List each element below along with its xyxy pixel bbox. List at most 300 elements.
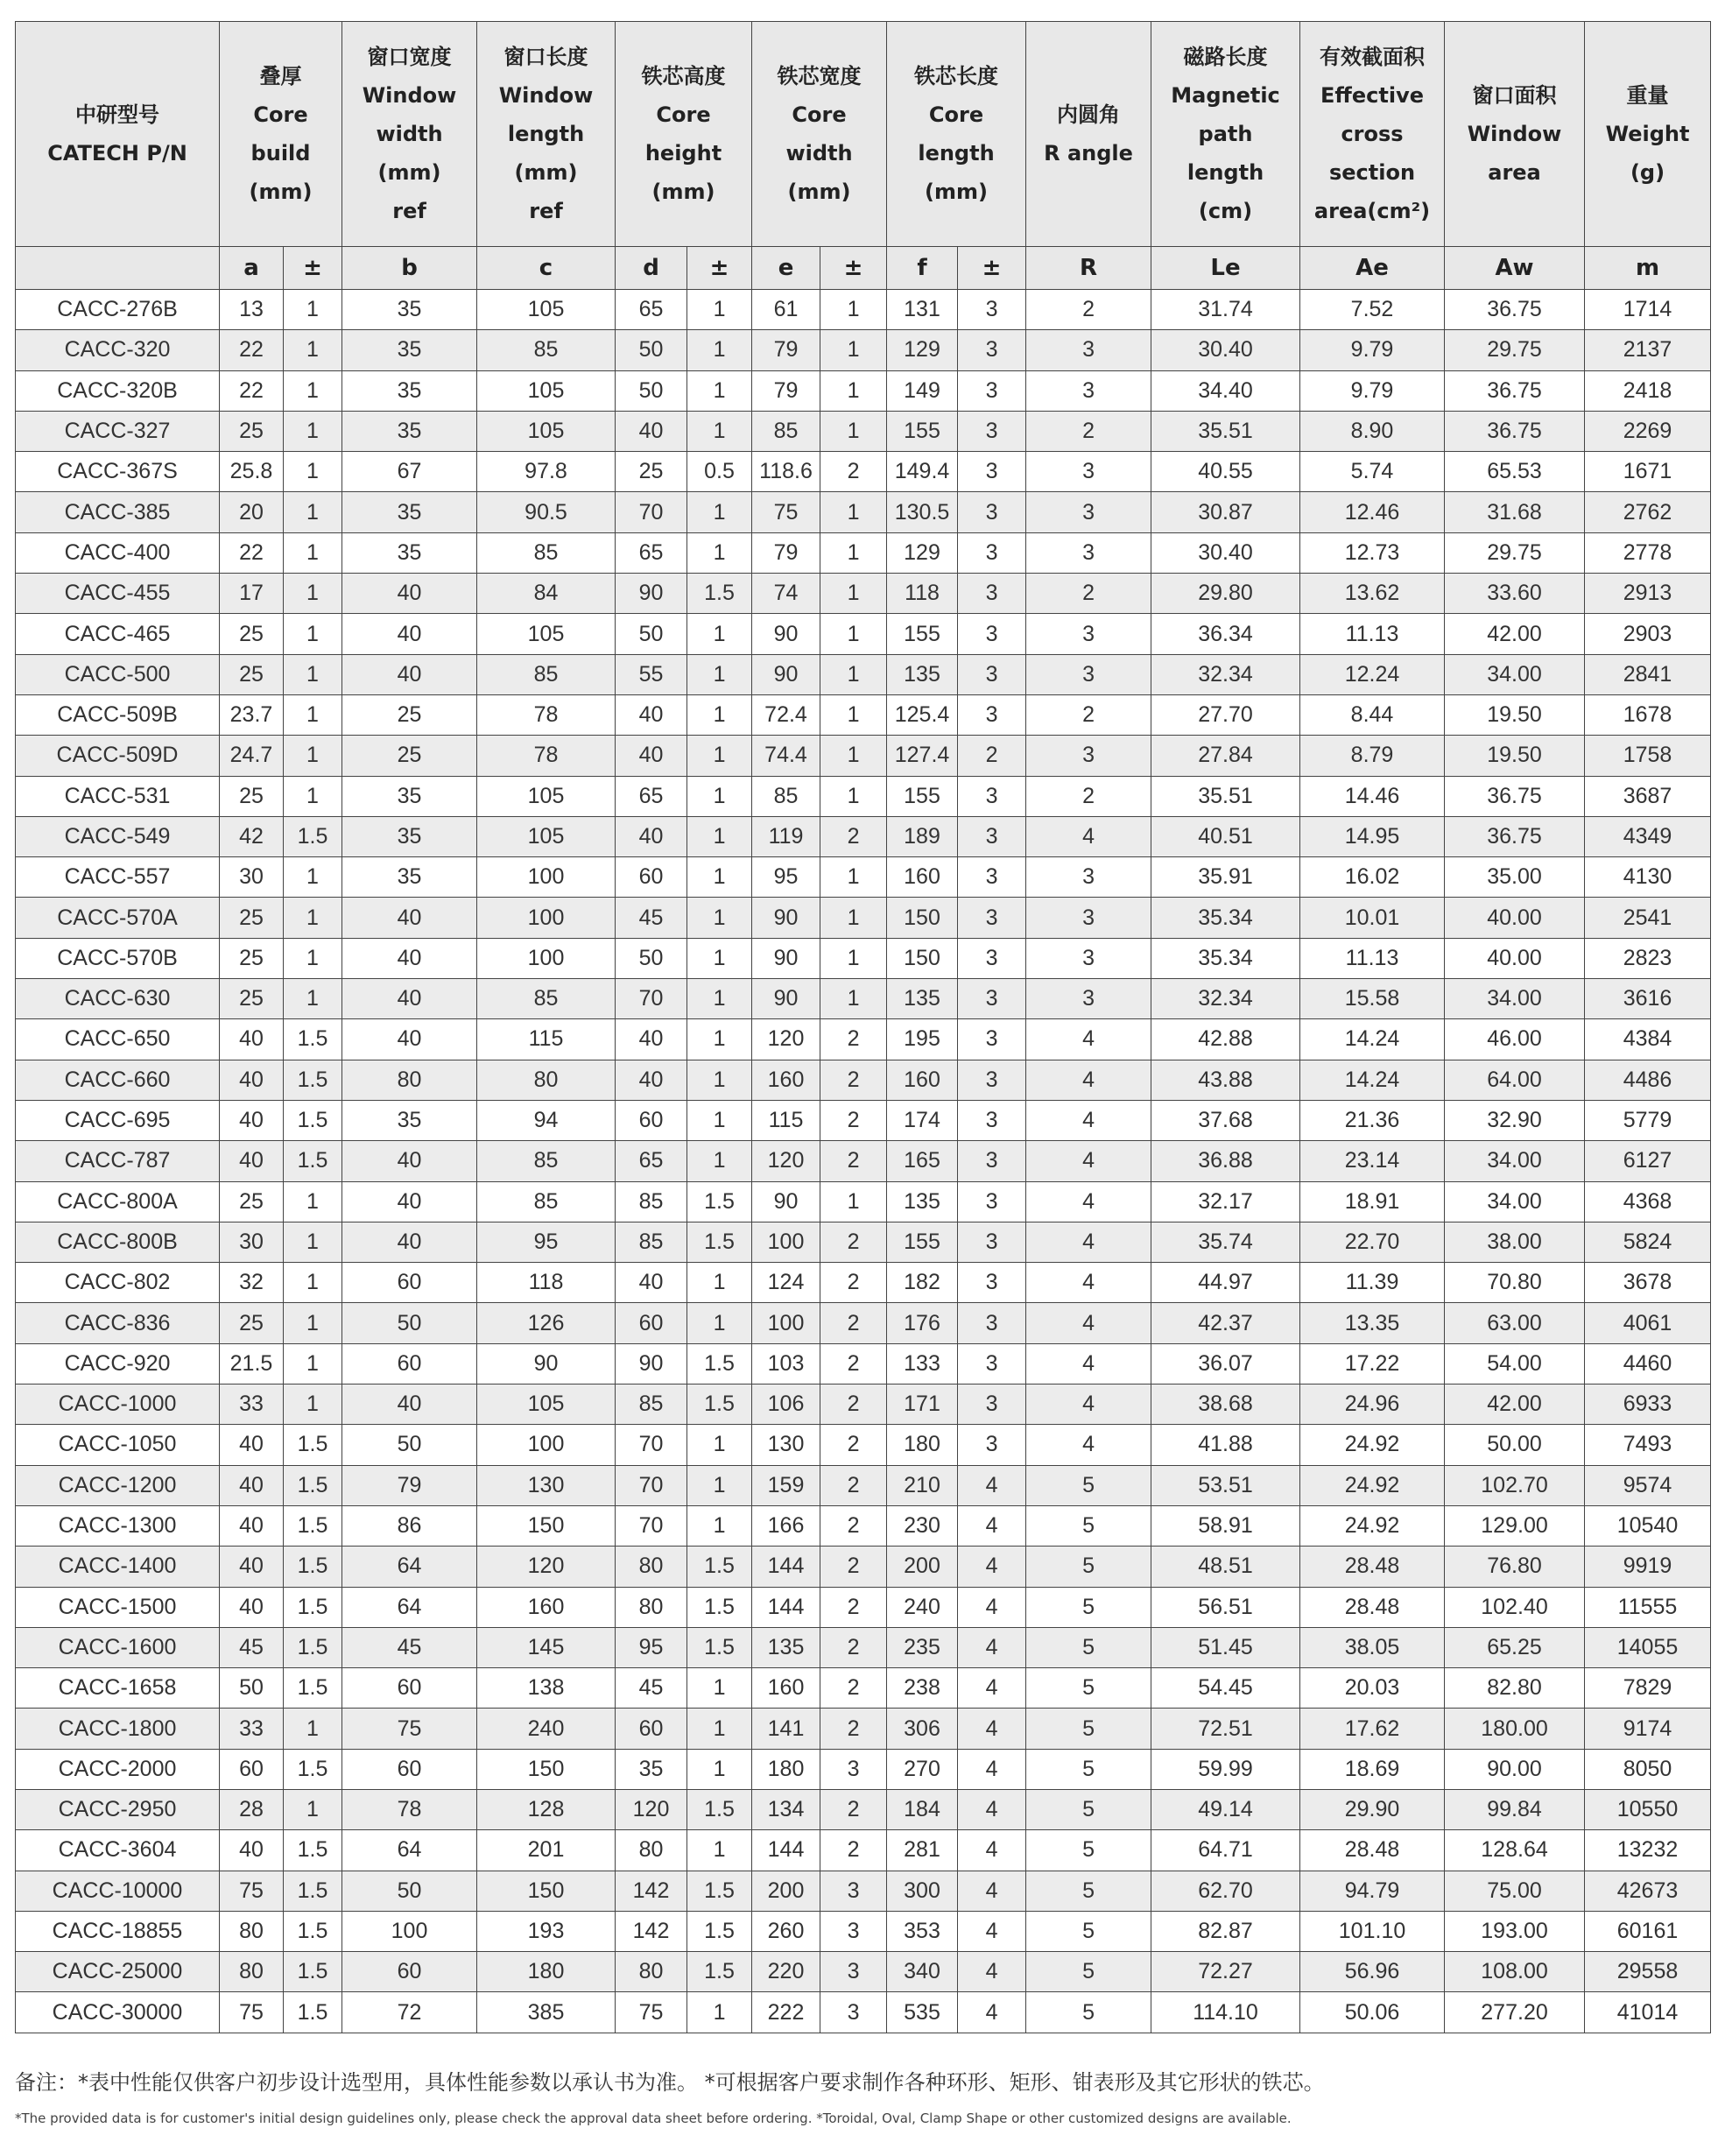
table-cell: 9.79 <box>1300 370 1445 411</box>
table-cell: 4 <box>958 1871 1026 1911</box>
table-cell: 4368 <box>1585 1181 1711 1222</box>
table-cell: 160 <box>752 1668 820 1709</box>
table-cell: 2 <box>820 1100 887 1140</box>
note-english: *The provided data is for customer's initial design guidelines only, please check the approval data sheet before ordering. *Toroidal, Oval, Clamp Shape or other customized designs are available. <box>15 2110 1292 2126</box>
header-line: build <box>250 141 311 166</box>
table-cell: 90 <box>752 1181 820 1222</box>
table-cell: 25 <box>220 654 284 694</box>
table-cell: 34.00 <box>1445 979 1585 1019</box>
table-cell: 74.4 <box>752 736 820 776</box>
table-cell: 9919 <box>1585 1547 1711 1587</box>
table-cell: 28 <box>220 1789 284 1829</box>
table-cell: 1.5 <box>687 574 752 614</box>
table-cell: 64 <box>342 1830 477 1871</box>
table-cell: 1 <box>687 1709 752 1749</box>
table-cell: 40 <box>342 898 477 938</box>
table-row <box>16 1303 1711 1343</box>
table-cell: 184 <box>887 1789 958 1829</box>
table-cell: 180 <box>752 1749 820 1789</box>
table-cell: 1 <box>687 1425 752 1465</box>
table-cell: 1.5 <box>687 1789 752 1829</box>
table-cell: 1 <box>687 736 752 776</box>
table-cell: 1 <box>687 857 752 898</box>
table-cell: 1 <box>687 816 752 856</box>
table-cell: 5 <box>1026 1587 1151 1627</box>
part-number-cell: CACC-18855 <box>16 1911 220 1951</box>
table-cell: 34.00 <box>1445 1181 1585 1222</box>
table-cell: 34.00 <box>1445 654 1585 694</box>
table-cell: 35 <box>342 290 477 330</box>
table-cell: 1.5 <box>284 1830 342 1871</box>
table-cell: 38.05 <box>1300 1627 1445 1667</box>
table-cell: 105 <box>477 614 616 654</box>
table-row <box>16 1263 1711 1303</box>
symbol-header: d <box>616 247 687 290</box>
table-cell: 40 <box>616 1060 687 1100</box>
table-cell: 1 <box>820 330 887 370</box>
header-line: area <box>1488 160 1541 185</box>
table-cell: 40 <box>220 1100 284 1140</box>
header-line: height <box>644 141 722 166</box>
table-cell: 60 <box>342 1749 477 1789</box>
table-cell: 1.5 <box>687 1911 752 1951</box>
table-cell: 16.02 <box>1300 857 1445 898</box>
table-cell: 33.60 <box>1445 574 1585 614</box>
table-cell: 1.5 <box>284 1911 342 1951</box>
symbol-header <box>16 247 220 290</box>
table-cell: 1 <box>687 1668 752 1709</box>
table-cell: 1.5 <box>284 1060 342 1100</box>
table-cell: 3 <box>820 1911 887 1951</box>
header-line: Core <box>792 102 847 127</box>
table-cell: 22 <box>220 532 284 573</box>
table-cell: 4 <box>1026 1060 1151 1100</box>
part-number-cell: CACC-787 <box>16 1141 220 1181</box>
column-header <box>342 22 477 247</box>
table-cell: 45 <box>220 1627 284 1667</box>
table-cell: 3 <box>1026 330 1151 370</box>
symbol-header: ± <box>284 247 342 290</box>
table-row <box>16 532 1711 573</box>
table-cell: 85 <box>616 1384 687 1425</box>
table-cell: 1 <box>687 370 752 411</box>
table-cell: 37.68 <box>1151 1100 1300 1140</box>
table-cell: 535 <box>887 1992 958 2033</box>
table-cell: 13 <box>220 290 284 330</box>
table-cell: 84 <box>477 574 616 614</box>
table-row <box>16 1749 1711 1789</box>
table-cell: 99.84 <box>1445 1789 1585 1829</box>
table-cell: 28.48 <box>1300 1547 1445 1587</box>
table-cell: 31.68 <box>1445 492 1585 532</box>
table-cell: 2 <box>820 1505 887 1546</box>
part-number-cell: CACC-455 <box>16 574 220 614</box>
table-cell: 150 <box>477 1871 616 1911</box>
table-cell: 12.24 <box>1300 654 1445 694</box>
table-cell: 340 <box>887 1952 958 1992</box>
table-cell: 1 <box>687 1505 752 1546</box>
table-cell: 65 <box>616 1141 687 1181</box>
table-cell: 1.5 <box>687 1181 752 1222</box>
table-cell: 145 <box>477 1627 616 1667</box>
table-cell: 5 <box>1026 1709 1151 1749</box>
table-cell: 3616 <box>1585 979 1711 1019</box>
table-cell: 1 <box>820 736 887 776</box>
table-cell: 36.75 <box>1445 290 1585 330</box>
table-cell: 38.68 <box>1151 1384 1300 1425</box>
table-cell: 82.80 <box>1445 1668 1585 1709</box>
table-cell: 25 <box>342 694 477 735</box>
table-row <box>16 1547 1711 1587</box>
table-cell: 129 <box>887 532 958 573</box>
table-cell: 1 <box>687 330 752 370</box>
table-cell: 50 <box>220 1668 284 1709</box>
table-cell: 4 <box>958 1952 1026 1992</box>
table-row <box>16 330 1711 370</box>
table-cell: 189 <box>887 816 958 856</box>
table-cell: 2 <box>820 1019 887 1060</box>
table-cell: 72.27 <box>1151 1952 1300 1992</box>
table-cell: 1 <box>820 574 887 614</box>
table-cell: 24.92 <box>1300 1505 1445 1546</box>
table-cell: 60 <box>220 1749 284 1789</box>
table-cell: 1 <box>820 290 887 330</box>
table-cell: 36.75 <box>1445 816 1585 856</box>
table-cell: 1.5 <box>687 1343 752 1384</box>
header-line: (mm) <box>377 160 441 185</box>
table-cell: 2 <box>820 1263 887 1303</box>
table-cell: 1 <box>820 694 887 735</box>
table-cell: 4 <box>1026 1425 1151 1465</box>
table-cell: 32.34 <box>1151 654 1300 694</box>
table-cell: 3 <box>958 452 1026 492</box>
part-number-cell: CACC-320B <box>16 370 220 411</box>
table-cell: 3 <box>958 574 1026 614</box>
header-line: 铁芯长度 <box>914 64 999 88</box>
table-cell: 2 <box>820 1709 887 1749</box>
part-number-cell: CACC-802 <box>16 1263 220 1303</box>
table-cell: 24.92 <box>1300 1425 1445 1465</box>
table-cell: 25 <box>616 452 687 492</box>
table-cell: 1 <box>820 614 887 654</box>
part-number-cell: CACC-660 <box>16 1060 220 1100</box>
table-cell: 155 <box>887 614 958 654</box>
table-cell: 150 <box>887 938 958 978</box>
table-cell: 90 <box>752 938 820 978</box>
table-cell: 35 <box>616 1749 687 1789</box>
header-line: Effective <box>1320 83 1424 108</box>
table-cell: 60 <box>616 1303 687 1343</box>
table-cell: 40 <box>616 1019 687 1060</box>
part-number-cell: CACC-570B <box>16 938 220 978</box>
table-body <box>16 290 1711 2033</box>
table-cell: 4061 <box>1585 1303 1711 1343</box>
table-cell: 21.5 <box>220 1343 284 1384</box>
table-cell: 3 <box>958 492 1026 532</box>
table-cell: 105 <box>477 1384 616 1425</box>
table-cell: 3 <box>958 1343 1026 1384</box>
table-cell: 5 <box>1026 1911 1151 1951</box>
table-cell: 1 <box>284 1263 342 1303</box>
table-cell: 100 <box>752 1303 820 1343</box>
table-cell: 79 <box>752 330 820 370</box>
header-line: path <box>1198 122 1253 146</box>
table-cell: 40 <box>220 1141 284 1181</box>
table-cell: 3 <box>958 1060 1026 1100</box>
table-cell: 135 <box>887 1181 958 1222</box>
table-cell: 3678 <box>1585 1263 1711 1303</box>
table-cell: 50 <box>342 1303 477 1343</box>
table-cell: 130.5 <box>887 492 958 532</box>
table-cell: 90.00 <box>1445 1749 1585 1789</box>
part-number-cell: CACC-276B <box>16 290 220 330</box>
table-cell: 4 <box>958 1547 1026 1587</box>
table-cell: 3 <box>958 857 1026 898</box>
table-cell: 76.80 <box>1445 1547 1585 1587</box>
table-cell: 3687 <box>1585 776 1711 816</box>
header-line: ref <box>529 199 563 223</box>
table-cell: 2913 <box>1585 574 1711 614</box>
table-cell: 127.4 <box>887 736 958 776</box>
table-cell: 10.01 <box>1300 898 1445 938</box>
table-cell: 78 <box>477 736 616 776</box>
table-cell: 126 <box>477 1303 616 1343</box>
table-cell: 1 <box>687 694 752 735</box>
table-cell: 12.46 <box>1300 492 1445 532</box>
table-cell: 24.96 <box>1300 1384 1445 1425</box>
column-header <box>1585 22 1711 247</box>
table-cell: 2 <box>820 1627 887 1667</box>
table-cell: 1 <box>284 1384 342 1425</box>
part-number-cell: CACC-500 <box>16 654 220 694</box>
table-row <box>16 938 1711 978</box>
table-cell: 201 <box>477 1830 616 1871</box>
table-cell: 200 <box>752 1871 820 1911</box>
table-cell: 150 <box>477 1749 616 1789</box>
table-cell: 40 <box>616 694 687 735</box>
symbol-header: e <box>752 247 820 290</box>
table-cell: 1.5 <box>284 816 342 856</box>
table-cell: 1 <box>687 1465 752 1505</box>
table-cell: 78 <box>477 694 616 735</box>
table-cell: 95 <box>752 857 820 898</box>
part-number-cell: CACC-800B <box>16 1222 220 1262</box>
table-cell: 4349 <box>1585 816 1711 856</box>
table-cell: 40 <box>342 938 477 978</box>
symbol-header: Aw <box>1445 247 1585 290</box>
header-line: Weight <box>1605 122 1690 146</box>
column-header <box>1026 22 1151 247</box>
table-cell: 1 <box>820 532 887 573</box>
table-cell: 67 <box>342 452 477 492</box>
table-cell: 3 <box>958 776 1026 816</box>
table-cell: 32 <box>220 1263 284 1303</box>
table-cell: 11.13 <box>1300 938 1445 978</box>
header-line: 铁芯高度 <box>641 64 726 88</box>
table-cell: 3 <box>958 898 1026 938</box>
table-cell: 4 <box>1026 1303 1151 1343</box>
table-cell: 120 <box>477 1547 616 1587</box>
table-cell: 4 <box>958 1992 1026 2033</box>
table-cell: 222 <box>752 1992 820 2033</box>
part-number-cell: CACC-836 <box>16 1303 220 1343</box>
symbol-header: R <box>1026 247 1151 290</box>
table-cell: 43.88 <box>1151 1060 1300 1100</box>
table-cell: 75 <box>342 1709 477 1749</box>
table-cell: 2 <box>820 1547 887 1587</box>
table-cell: 1 <box>284 492 342 532</box>
table-cell: 1.5 <box>687 1587 752 1627</box>
table-cell: 1 <box>687 938 752 978</box>
table-cell: 60 <box>616 1709 687 1749</box>
table-cell: 3 <box>958 1263 1026 1303</box>
table-cell: 10550 <box>1585 1789 1711 1829</box>
table-cell: 2 <box>820 1384 887 1425</box>
table-cell: 4130 <box>1585 857 1711 898</box>
table-cell: 44.97 <box>1151 1263 1300 1303</box>
table-cell: 80 <box>616 1587 687 1627</box>
table-cell: 7493 <box>1585 1425 1711 1465</box>
table-cell: 14055 <box>1585 1627 1711 1667</box>
table-cell: 300 <box>887 1871 958 1911</box>
table-cell: 14.24 <box>1300 1060 1445 1100</box>
table-cell: 60 <box>342 1343 477 1384</box>
table-cell: 42.88 <box>1151 1019 1300 1060</box>
table-cell: 4 <box>958 1709 1026 1749</box>
table-cell: 85 <box>477 532 616 573</box>
symbol-header: b <box>342 247 477 290</box>
table-cell: 3 <box>958 1384 1026 1425</box>
table-cell: 1 <box>284 857 342 898</box>
table-cell: 230 <box>887 1505 958 1546</box>
part-number-cell: CACC-1400 <box>16 1547 220 1587</box>
table-cell: 1671 <box>1585 452 1711 492</box>
table-cell: 1 <box>284 452 342 492</box>
table-cell: 129 <box>887 330 958 370</box>
table-cell: 40 <box>616 411 687 451</box>
table-cell: 195 <box>887 1019 958 1060</box>
table-cell: 3 <box>958 979 1026 1019</box>
table-cell: 50 <box>616 330 687 370</box>
symbol-header: f <box>887 247 958 290</box>
table-cell: 8.90 <box>1300 411 1445 451</box>
table-cell: 4 <box>1026 1384 1151 1425</box>
table-cell: 50 <box>342 1871 477 1911</box>
table-cell: 45 <box>616 898 687 938</box>
table-cell: 85 <box>477 1181 616 1222</box>
table-row <box>16 1627 1711 1667</box>
table-cell: 19.50 <box>1445 694 1585 735</box>
table-cell: 1 <box>284 370 342 411</box>
table-cell: 1 <box>284 574 342 614</box>
table-cell: 141 <box>752 1709 820 1749</box>
table-row <box>16 1222 1711 1262</box>
table-cell: 200 <box>887 1547 958 1587</box>
table-cell: 6127 <box>1585 1141 1711 1181</box>
table-cell: 94.79 <box>1300 1871 1445 1911</box>
table-cell: 12.73 <box>1300 532 1445 573</box>
table-cell: 277.20 <box>1445 1992 1585 2033</box>
table-cell: 4 <box>958 1668 1026 1709</box>
table-cell: 108.00 <box>1445 1952 1585 1992</box>
table-cell: 1 <box>820 938 887 978</box>
header-line: Core <box>656 102 711 127</box>
table-cell: 180.00 <box>1445 1709 1585 1749</box>
table-cell: 11555 <box>1585 1587 1711 1627</box>
table-cell: 32.90 <box>1445 1100 1585 1140</box>
table-cell: 100 <box>477 898 616 938</box>
table-cell: 3 <box>958 330 1026 370</box>
table-cell: 14.24 <box>1300 1019 1445 1060</box>
table-cell: 4 <box>1026 1181 1151 1222</box>
table-cell: 38.00 <box>1445 1222 1585 1262</box>
table-cell: 103 <box>752 1343 820 1384</box>
table-cell: 7.52 <box>1300 290 1445 330</box>
part-number-cell: CACC-531 <box>16 776 220 816</box>
table-cell: 90 <box>752 614 820 654</box>
table-cell: 78 <box>342 1789 477 1829</box>
table-cell: 34.00 <box>1445 1141 1585 1181</box>
table-cell: 90 <box>752 898 820 938</box>
header-line: width <box>785 141 853 166</box>
table-cell: 1 <box>820 898 887 938</box>
table-cell: 1 <box>820 857 887 898</box>
table-cell: 58.91 <box>1151 1505 1300 1546</box>
table-cell: 2 <box>820 1587 887 1627</box>
table-cell: 3 <box>958 411 1026 451</box>
table-row <box>16 654 1711 694</box>
table-cell: 1 <box>687 1992 752 2033</box>
table-cell: 60 <box>616 857 687 898</box>
table-row <box>16 1871 1711 1911</box>
table-cell: 70 <box>616 492 687 532</box>
table-cell: 80 <box>616 1952 687 1992</box>
table-cell: 2 <box>820 452 887 492</box>
symbol-header: m <box>1585 247 1711 290</box>
table-cell: 3 <box>958 370 1026 411</box>
table-cell: 70 <box>616 979 687 1019</box>
table-cell: 3 <box>820 1749 887 1789</box>
table-cell: 160 <box>752 1060 820 1100</box>
table-cell: 40 <box>616 1263 687 1303</box>
table-cell: 171 <box>887 1384 958 1425</box>
table-cell: 7829 <box>1585 1668 1711 1709</box>
table-cell: 17 <box>220 574 284 614</box>
header-line: Core <box>253 102 308 127</box>
table-cell: 8.79 <box>1300 736 1445 776</box>
header-line: Window <box>362 83 457 108</box>
table-cell: 50.00 <box>1445 1425 1585 1465</box>
table-cell: 5 <box>1026 1547 1151 1587</box>
table-cell: 385 <box>477 1992 616 2033</box>
table-cell: 60 <box>342 1263 477 1303</box>
table-cell: 41.88 <box>1151 1425 1300 1465</box>
table-cell: 42.00 <box>1445 1384 1585 1425</box>
table-row <box>16 1668 1711 1709</box>
table-cell: 1 <box>687 1830 752 1871</box>
table-cell: 25 <box>220 1181 284 1222</box>
table-cell: 40.00 <box>1445 898 1585 938</box>
footnotes <box>15 2065 1710 2131</box>
table-cell: 1 <box>687 411 752 451</box>
table-cell: 2762 <box>1585 492 1711 532</box>
part-number-cell: CACC-367S <box>16 452 220 492</box>
table-cell: 64.71 <box>1151 1830 1300 1871</box>
table-cell: 94 <box>477 1100 616 1140</box>
header-line: 窗口宽度 <box>367 45 452 69</box>
part-number-cell: CACC-557 <box>16 857 220 898</box>
table-cell: 35 <box>342 1100 477 1140</box>
